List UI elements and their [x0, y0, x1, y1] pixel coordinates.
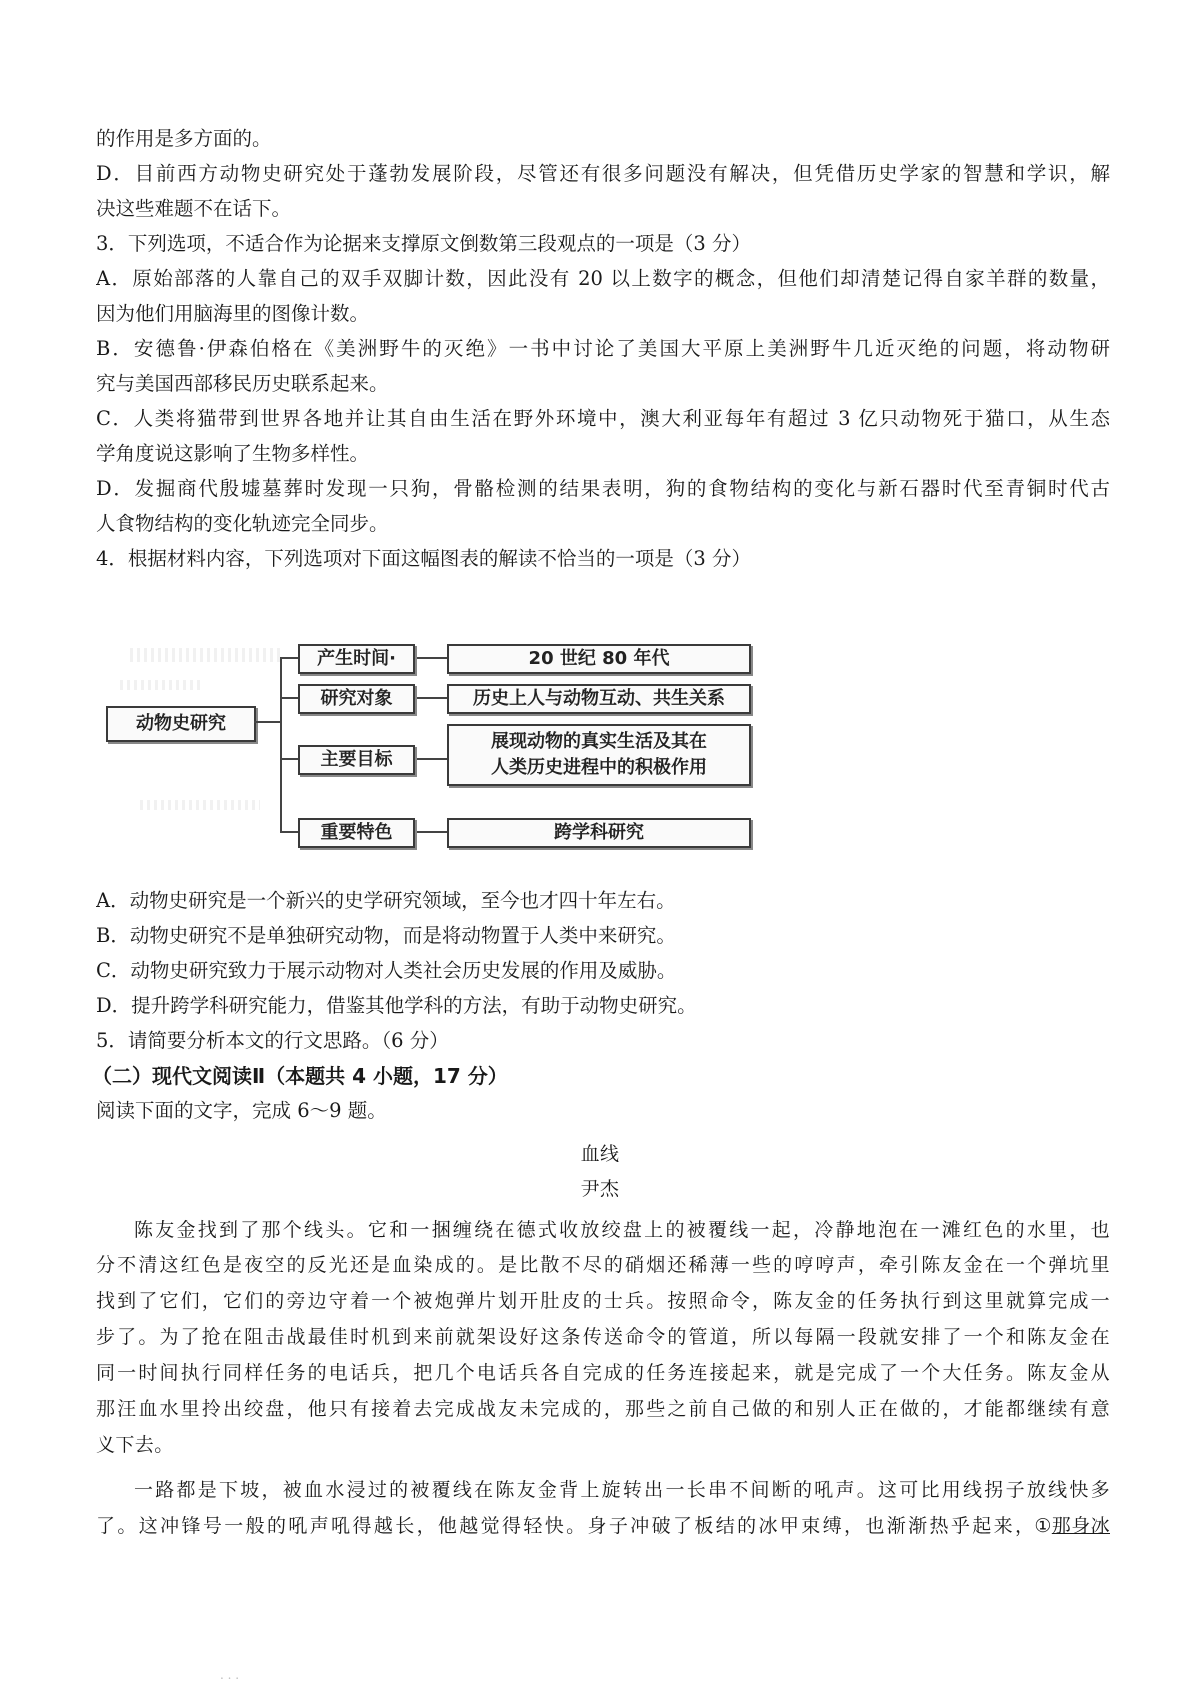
diagram-value-box: [447, 818, 751, 848]
diagram-label: 产生时间·: [317, 648, 396, 669]
diagram-label-box: [298, 745, 415, 775]
question-3: 3．下列选项，不适合作为论据来支撑原文倒数第三段观点的一项是（3 分）: [96, 232, 752, 255]
instruction: 阅读下面的文字，完成 6～9 题。: [96, 1099, 387, 1122]
story-line: 找到了它们，它们的旁边守着一个被炮弹片划开肚皮的士兵。按照命令，陈友金的任务执行到这里就算完成一: [96, 1290, 1110, 1312]
story-line: 分不清这红色是夜空的反光还是血染成的。是比散不尽的硝烟还稀薄一些的哼哼声，牵引陈友金在一个弹坑里: [96, 1254, 1110, 1276]
diagram-root-box: [106, 706, 256, 742]
story-line: 同一时间执行同样任务的电话兵，把几个电话兵各自完成的任务连接起来，就是完成了一个大任务。陈友金从: [96, 1362, 1110, 1384]
diagram-label: 研究对象: [320, 688, 393, 709]
diagram-label-box: [298, 684, 415, 714]
diagram-root-label: 动物史研究: [136, 713, 226, 734]
option-line: D．目前西方动物史研究处于蓬勃发展阶段，尽管还有很多问题没有解决，但凭借历史学家的智慧和学识，解: [96, 162, 1110, 185]
story-line: 那汪血水里拎出绞盘，他只有接着去完成战友未完成的，那些之前自己做的和别人正在做的，才能都继续有意: [96, 1398, 1110, 1420]
story-line: 一路都是下坡，被血水浸过的被覆线在陈友金背上旋转出一长串不间断的吼声。这可比用线拐子放线快多: [134, 1479, 1110, 1501]
story-author: 尹杰: [580, 1178, 620, 1200]
question-5: 5．请简要分析本文的行文思路。（6 分）: [96, 1029, 449, 1052]
text-line: 的作用是多方面的。: [96, 127, 272, 150]
diagram-value: 历史上人与动物互动、共生关系: [473, 688, 725, 709]
annotation-marker: ①: [1034, 1515, 1052, 1537]
diagram-value: 人类历史进程中的积极作用: [491, 757, 707, 778]
text-line: 决这些难题不在话下。: [96, 197, 292, 220]
diagram-value-box: [447, 724, 751, 786]
option-line: C．动物史研究致力于展示动物对人类社会历史发展的作用及威胁。: [96, 959, 677, 982]
diagram-label-box: [298, 818, 415, 848]
diagram-label: 主要目标: [320, 749, 393, 770]
diagram-label: 重要特色: [320, 822, 393, 843]
scan-dots: . . .: [220, 1668, 240, 1682]
option-line: B．动物史研究不是单独研究动物，而是将动物置于人类中来研究。: [96, 924, 676, 947]
story-line: 陈友金找到了那个线头。它和一捆缠绕在德式收放绞盘上的被覆线一起，冷静地泡在一滩红色的水里，也: [134, 1219, 1110, 1241]
option-line: B．安德鲁·伊森伯格在《美洲野牛的灭绝》一书中讨论了美国大平原上美洲野牛几近灭绝的问题，将动物研: [96, 337, 1110, 360]
question-4: 4．根据材料内容，下列选项对下面这幅图表的解读不恰当的一项是（3 分）: [96, 547, 752, 570]
text-line: 因为他们用脑海里的图像计数。: [96, 302, 370, 325]
option-line: C．人类将猫带到世界各地并让其自由生活在野外环境中，澳大利亚每年有超过 3 亿只动物死于猫口，从生态: [96, 407, 1110, 430]
option-line: D．发掘商代殷墟墓葬时发现一只狗，骨骼检测的结果表明，狗的食物结构的变化与新石器时代至青铜时代古: [96, 477, 1110, 500]
option-line: A．动物史研究是一个新兴的史学研究领域，至今也才四十年左右。: [96, 889, 676, 912]
diagram-value-box: [447, 644, 751, 674]
story-line: 义下去。: [96, 1434, 174, 1456]
story-line: 步了。为了抢在阻击战最佳时机到来前就架设好这条传送命令的管道，所以每隔一段就安排了一个和陈友金在: [96, 1326, 1110, 1348]
text-line: 人食物结构的变化轨迹完全同步。: [96, 512, 389, 535]
story-text: 了。这冲锋号一般的吼声吼得越长，他越觉得轻快。身子冲破了板结的冰甲束缚，也渐渐热乎起来，: [96, 1515, 1035, 1537]
option-line: A．原始部落的人靠自己的双手双脚计数，因此没有 20 以上数字的概念，但他们却清楚记得自家羊群的数量，: [96, 267, 1110, 290]
flow-diagram: [100, 640, 840, 860]
text-line: 究与美国西部移民历史联系起来。: [96, 372, 389, 395]
diagram-value: 跨学科研究: [554, 822, 644, 843]
story-line-last: [96, 1513, 1110, 1539]
diagram-value: 20 世纪 80 年代: [528, 648, 670, 669]
underlined-phrase: 那身冰: [1051, 1515, 1110, 1537]
diagram-value: 展现动物的真实生活及其在: [491, 731, 707, 752]
diagram-label-box: [298, 644, 415, 674]
option-line: D．提升跨学科研究能力，借鉴其他学科的方法，有助于动物史研究。: [96, 994, 697, 1017]
text-line: 学角度说这影响了生物多样性。: [96, 442, 370, 465]
diagram-value-box: [447, 684, 751, 714]
story-title: 血线: [580, 1143, 620, 1165]
section-title: （二）现代文阅读Ⅱ（本题共 4 小题，17 分）: [92, 1064, 508, 1088]
